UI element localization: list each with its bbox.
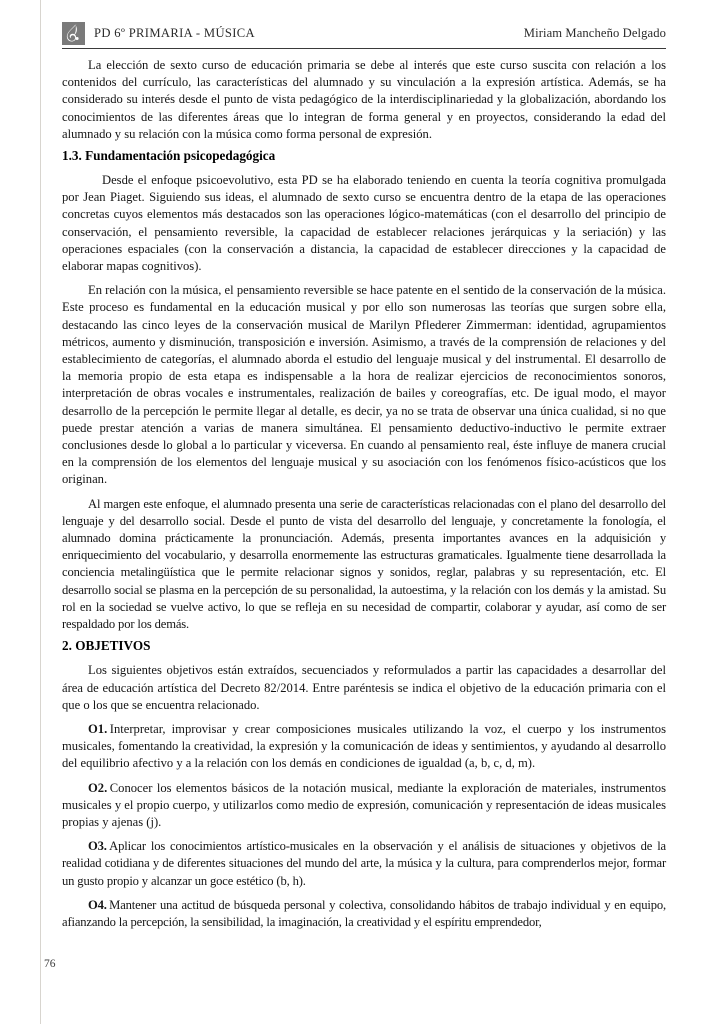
objective-text: Conocer los elementos básicos de la notación musical, mediante la exploración de materiales, instrumentos musicales y el propio cuerpo, y utilizarlos como medio de expresión, comunicación y representación de ideas musicales propias y ajenas (j). bbox=[62, 780, 666, 829]
page-content bbox=[62, 0, 666, 935]
page-number: 76 bbox=[44, 958, 56, 970]
paragraph-musica: En relación con la música, el pensamiento reversible se hace patente en el sentido de la conservación de la música. Este proceso es fundamental en la educación musical y por ello son numerosas las teorías que surgen sobre ella, destacando las cinco leyes de la conservación musical de Marilyn Pflederer Zimmerman: identidad, agrupamientos métricos, aumento y disminución, transposición e inversión. Asimismo, a través de la comprensión de relaciones y del establecimiento de categorías, el alumnado aborda el estudio del lenguaje musical y del instrumental. El desarrollo de la memoria propio de esta etapa es indispensable a la hora de realizar ejercicios de reconocimientos sonoros, interpretación de obras vocales e instrumentales, realización de bailes y coreografías, etc. De igual modo, el mayor desarrollo de la percepción le permite llegar al detalle, es decir, ya no se trata de observar una única cualidad, si no que puede prestar atención a varias de manera simultánea. El pensamiento deductivo-inductivo le permite extraer conclusiones desde lo global a lo particular y viceversa. En cuando al pensamiento real, éste influye de manera crucial en la comprensión de los elementos del lenguaje musical y su asociación con los fenómenos físico-acústicos que los originan. bbox=[62, 283, 666, 487]
music-clef-logo-icon bbox=[62, 22, 85, 45]
document-body bbox=[62, 57, 666, 931]
objective-label: O1. bbox=[88, 721, 110, 736]
objective-label: O2. bbox=[88, 780, 110, 795]
page-gutter-line bbox=[40, 0, 41, 1024]
header-left-group bbox=[62, 22, 255, 45]
page-header bbox=[62, 0, 666, 46]
objective-text: Aplicar los conocimientos artístico-musicales en la observación y el análisis de situaciones y objetivos de la realidad cotidiana y de diferentes situaciones del mundo del arte, la música y la cultura, para comprenderlos mejor, formar un gusto propio y alcanzar un goce estético (b, h). bbox=[62, 839, 666, 888]
header-divider bbox=[62, 48, 666, 49]
objective-item bbox=[62, 721, 666, 773]
heading-1-3: 1.3. Fundamentación psicopedagógica bbox=[62, 148, 276, 164]
paragraph-objetivos-intro: Los siguientes objetivos están extraídos, secuenciados y reformulados a partir las capacidades a desarrollar del área de educación artística del Decreto 82/2014. Entre paréntesis se indica el objetivo de la educación primaria con el que o los que se encuentra relacionado. bbox=[62, 663, 666, 712]
objective-item bbox=[62, 780, 666, 832]
paragraph-piaget: Desde el enfoque psicoevolutivo, esta PD se ha elaborado teniendo en cuenta la teoría cognitiva promulgada por Jean Piaget. Siguiendo sus ideas, el alumnado de sexto curso se encuentra dentro de la etapa de las operaciones concretas cuyos elementos más destacados son las operaciones lógico-matemáticas (con el desarrollo del principio de conservación, el pensamiento reversible, la capacidad de establecer relaciones jerárquicas y la seriación) y las operaciones espaciales (con la conservación a distancia, la capacidad de establecer direcciones y la capacidad de elaborar mapas cognitivos). bbox=[62, 173, 666, 274]
objective-item bbox=[62, 897, 666, 931]
objective-text: Mantener una actitud de búsqueda personal y colectiva, consolidando hábitos de trabajo individual y en equipo, afianzando la percepción, la sensibilidad, la imaginación, la creatividad y el espíritu emprendedor, bbox=[62, 897, 666, 929]
objective-text: Interpretar, improvisar y crear composiciones musicales utilizando la voz, el cuerpo y los instrumentos musicales, fomentando la creatividad, la expresión y la comunicación de ideas y sentimientos, y ayudando al desarrollo del equilibrio afectivo y a la relación con los demás en condiciones de igualdad (a, b, c, d, m). bbox=[62, 721, 666, 771]
header-title: PD 6º PRIMARIA - MÚSICA bbox=[94, 26, 256, 40]
paragraph-lenguaje: Al margen este enfoque, el alumnado presenta una serie de características relacionadas con el plano del desarrollo del lenguaje y del desarrollo social. Desde el punto de vista del desarrollo del lenguaje, y concretamente la fonología, el alumnado domina prácticamente la pronunciación. Además, presenta importantes avances en la adquisición y enriquecimiento del vocabulario, y desarrolla enormemente las estructuras gramaticales. Igualmente tiene desarrollada la conciencia metalingüística que le permite relacionar signos y sonidos, reglar, palabras y su representación, etc. El desarrollo social se plasma en la percepción de su personalidad, la autoestima, y la relación con los demás y la amistad. Su rol en la sociedad se vuelve activo, lo que se refleja en su necesidad de compartir, colaborar y ayudar, así como de ser respaldado por los demás. bbox=[62, 496, 666, 632]
header-author: Miriam Mancheño Delgado bbox=[523, 26, 666, 40]
objective-label: O4. bbox=[88, 897, 110, 912]
paragraph-intro: La elección de sexto curso de educación primaria se debe al interés que este curso suscita con relación a los contenidos del currículo, las características del alumnado y su vinculación a la expresión artística. Además, se ha considerado su interés desde el punto de vista pedagógico de la interdisciplinariedad y la globalización, abordando los conocimientos de las diferentes áreas que lo integran de forma general y en proyectos, considerando la edad del alumnado y su relación con la música como forma personal de expresión. bbox=[62, 58, 666, 141]
objective-label: O3. bbox=[88, 839, 110, 854]
heading-2-objetivos: 2. OBJETIVOS bbox=[62, 638, 151, 654]
objective-item bbox=[62, 838, 666, 890]
